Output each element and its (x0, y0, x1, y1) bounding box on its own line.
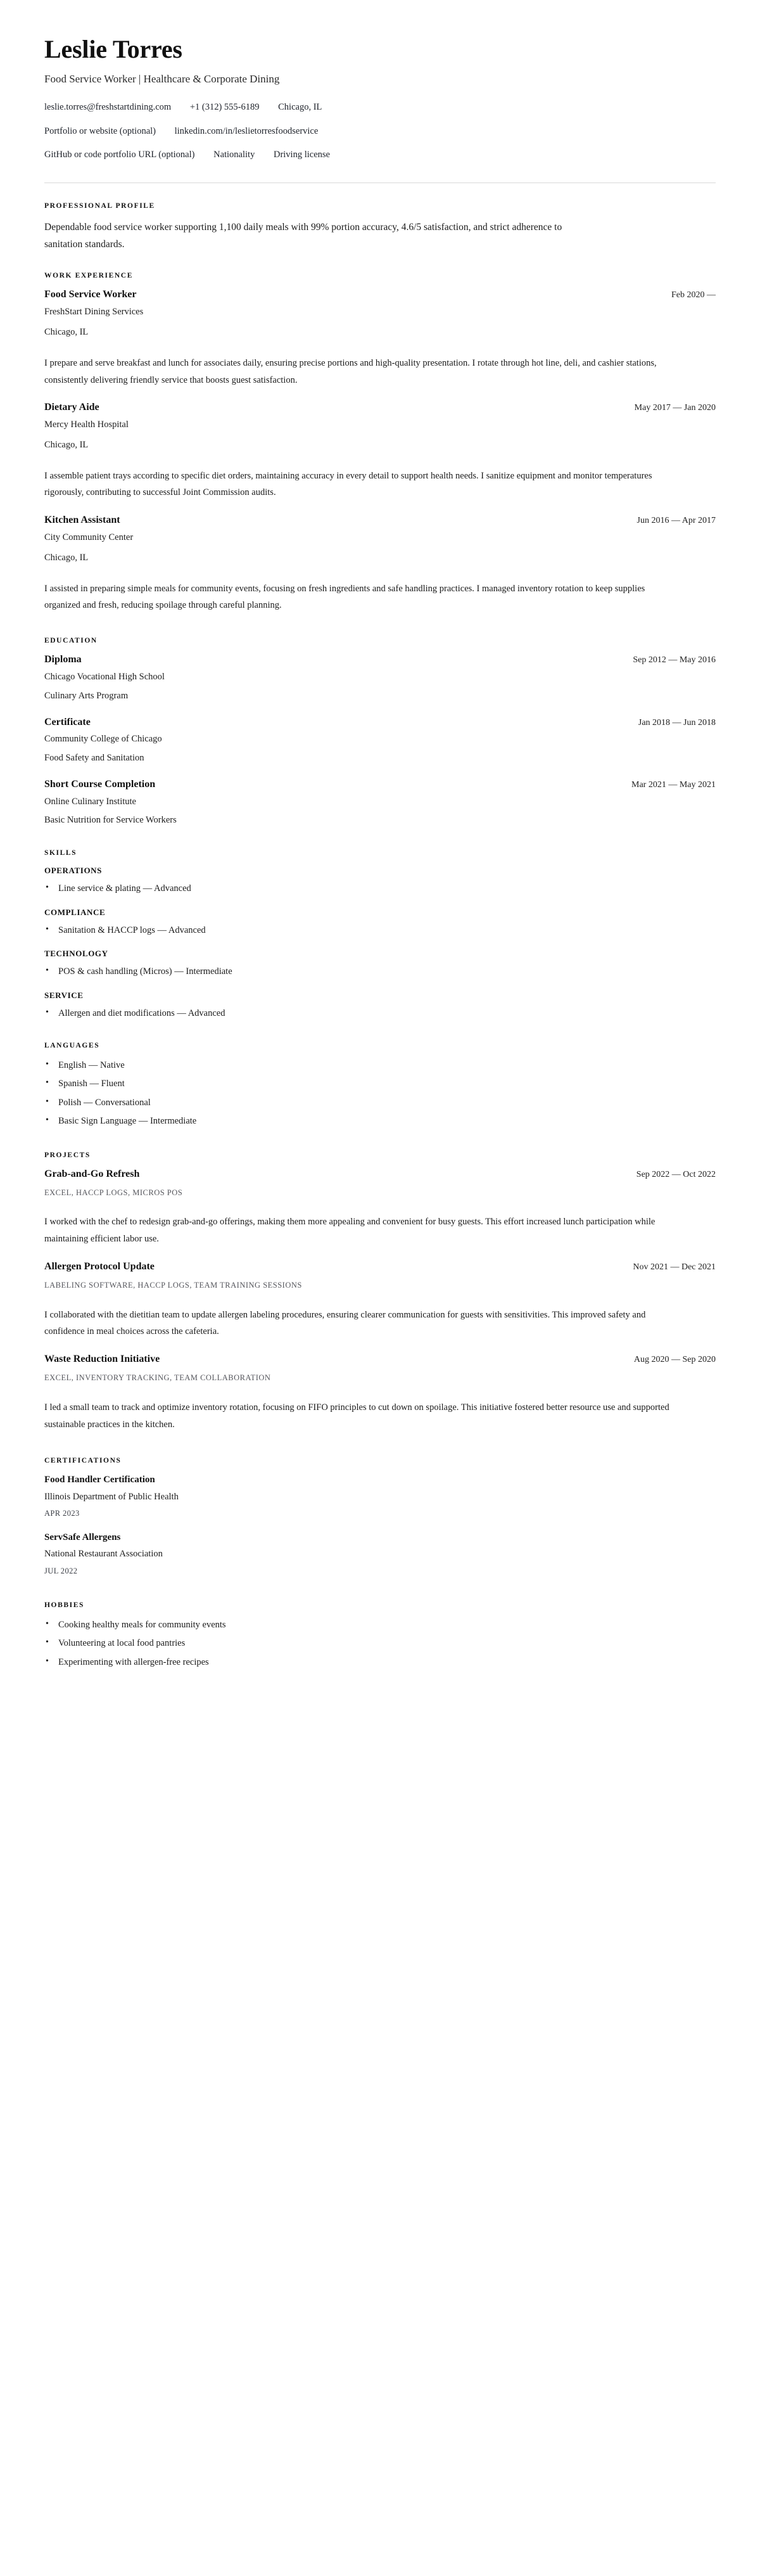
project-entry-header (44, 1260, 716, 1274)
education-program: Food Safety and Sanitation (44, 753, 144, 764)
contact-github[interactable]: GitHub or code portfolio URL (optional) (44, 150, 195, 160)
education-school: Community College of Chicago (44, 734, 162, 745)
work-entry (44, 288, 716, 388)
section-title-languages: LANGUAGES (44, 1041, 100, 1049)
skill-item: • Allergen and diet modifications — Advanced (44, 1006, 716, 1020)
certification-name: ServSafe Allergens (44, 1532, 121, 1543)
work-organization: FreshStart Dining Services (44, 307, 144, 317)
work-organization: Mercy Health Hospital (44, 420, 129, 430)
project-description: I led a small team to track and optimize inventory rotation, focusing on FIFO principles to cut down on spoilage. This initiative fostered better resource use and supported sustainable practices in the kitchen. (44, 1402, 669, 1430)
skill-item: • POS & cash handling (Micros) — Intermediate (44, 964, 716, 978)
education-school: Online Culinary Institute (44, 796, 136, 807)
certification-entry (44, 1473, 716, 1520)
certification-date: JUL 2022 (44, 1567, 78, 1576)
profile-summary: Dependable food service worker supporting 1,100 daily meals with 99% portion accuracy, 4.6/5 satisfaction, and strict adherence to sanitation standards. (44, 222, 562, 250)
contact-phone[interactable]: +1 (312) 555-6189 (189, 101, 260, 112)
section-title-projects: PROJECTS (44, 1151, 91, 1159)
candidate-name: Leslie Torres (44, 35, 182, 63)
education-entry (44, 778, 716, 828)
education-entry-header (44, 716, 716, 729)
hobby-list (44, 1618, 716, 1669)
section-work-experience (44, 272, 716, 614)
contact-row-links (44, 125, 716, 139)
project-name: Allergen Protocol Update (44, 1261, 155, 1272)
skill-group-service (44, 990, 716, 1020)
education-entry (44, 716, 716, 766)
language-item: • English — Native (44, 1058, 716, 1072)
work-description: I assisted in preparing simple meals for community events, focusing on fresh ingredients and safe handling practices. I managed inventory rotation to keep supplies organized and fresh, reducing spoilage through careful planning. (44, 583, 645, 611)
section-title-profile: PROFESSIONAL PROFILE (44, 202, 155, 210)
skill-group-operations (44, 866, 716, 895)
language-item: • Basic Sign Language — Intermediate (44, 1114, 716, 1128)
contact-email[interactable]: leslie.torres@freshstartdining.com (44, 101, 172, 112)
contact-driving-license: Driving license (273, 150, 330, 160)
project-entry (44, 1260, 716, 1340)
skill-group-compliance (44, 907, 716, 937)
education-entry (44, 653, 716, 703)
project-date: Sep 2022 — Oct 2022 (636, 1169, 716, 1179)
section-certifications (44, 1457, 716, 1577)
work-description: I assemble patient trays according to specific diet orders, maintaining accuracy in every detail to support health needs. I sanitize equipment and monitor temperatures rigorously, contributing to successful Joint Commission audits. (44, 470, 652, 498)
project-entry-header (44, 1168, 716, 1181)
skill-item: • Sanitation & HACCP logs — Advanced (44, 923, 716, 937)
section-languages (44, 1042, 716, 1129)
contact-nationality: Nationality (213, 150, 255, 160)
section-education (44, 637, 716, 828)
work-date: Feb 2020 — (671, 290, 716, 300)
work-role: Dietary Aide (44, 402, 99, 413)
education-school: Chicago Vocational High School (44, 672, 165, 682)
certification-name: Food Handler Certification (44, 1475, 155, 1485)
work-entry-header (44, 514, 716, 527)
skill-list (44, 923, 716, 937)
skill-list (44, 881, 716, 895)
contact-linkedin[interactable]: linkedin.com/in/leslietorresfoodservice (174, 125, 319, 136)
section-professional-profile (44, 202, 716, 253)
skill-group-label: OPERATIONS (44, 866, 102, 876)
certification-issuer: Illinois Department of Public Health (44, 1491, 179, 1502)
project-entry (44, 1353, 716, 1433)
education-date: Sep 2012 — May 2016 (633, 655, 716, 665)
contact-row-extra (44, 148, 716, 162)
certification-issuer: National Restaurant Association (44, 1549, 163, 1560)
skill-group-label: SERVICE (44, 990, 84, 1000)
certification-entry (44, 1531, 716, 1577)
candidate-tagline: Food Service Worker | Healthcare & Corporate Dining (44, 73, 280, 85)
section-projects (44, 1151, 716, 1433)
project-tags: EXCEL, HACCP LOGS, MICROS POS (44, 1188, 183, 1197)
education-entry-header (44, 653, 716, 667)
project-tags: LABELING SOFTWARE, HACCP LOGS, TEAM TRAINING SESSIONS (44, 1280, 302, 1290)
hobby-item: • Experimenting with allergen-free recipes (44, 1655, 716, 1669)
project-date: Aug 2020 — Sep 2020 (633, 1355, 716, 1365)
language-item: • Spanish — Fluent (44, 1077, 716, 1091)
project-tags: EXCEL, INVENTORY TRACKING, TEAM COLLABORATION (44, 1373, 271, 1382)
work-date: Jun 2016 — Apr 2017 (636, 516, 716, 526)
section-title-work: WORK EXPERIENCE (44, 272, 133, 280)
project-description: I collaborated with the dietitian team to update allergen labeling procedures, ensuring clearer communication for guests with sensitivities. This improved safety and confidence in meal choices across the cafeteria. (44, 1309, 646, 1337)
project-name: Waste Reduction Initiative (44, 1354, 160, 1365)
skill-group-label: TECHNOLOGY (44, 949, 108, 959)
hobby-item: • Volunteering at local food pantries (44, 1636, 716, 1650)
language-list (44, 1058, 716, 1129)
section-title-skills: SKILLS (44, 849, 77, 857)
work-role: Food Service Worker (44, 289, 137, 300)
project-date: Nov 2021 — Dec 2021 (633, 1262, 716, 1272)
section-skills (44, 849, 716, 1020)
work-organization: City Community Center (44, 532, 134, 543)
section-title-education: EDUCATION (44, 637, 98, 645)
skill-list (44, 1006, 716, 1020)
project-name: Grab-and-Go Refresh (44, 1168, 140, 1179)
work-entry-header (44, 288, 716, 302)
work-location: Chicago, IL (44, 552, 89, 563)
contact-portfolio[interactable]: Portfolio or website (optional) (44, 125, 156, 136)
work-entry (44, 514, 716, 614)
skill-group-label: COMPLIANCE (44, 907, 106, 917)
certification-date: APR 2023 (44, 1509, 80, 1518)
work-location: Chicago, IL (44, 439, 89, 450)
project-entry (44, 1168, 716, 1248)
hobby-item: • Cooking healthy meals for community events (44, 1618, 716, 1632)
work-entry (44, 401, 716, 501)
education-program: Culinary Arts Program (44, 690, 129, 701)
section-title-hobbies: HOBBIES (44, 1601, 84, 1609)
education-degree: Short Course Completion (44, 778, 156, 790)
resume-header (44, 35, 716, 183)
project-description: I worked with the chef to redesign grab-and-go offerings, making them more appealing and convenient for busy guests. This effort increased lunch participation while maintaining efficient labor use. (44, 1217, 656, 1245)
education-date: Mar 2021 — May 2021 (631, 779, 716, 790)
work-role: Kitchen Assistant (44, 515, 120, 526)
contact-location: Chicago, IL (278, 101, 322, 112)
education-degree: Certificate (44, 716, 91, 727)
work-description: I prepare and serve breakfast and lunch for associates daily, ensuring precise portions and high-quality presentation. I rotate through hot line, deli, and cashier stations, consistently delivering friendly service that boosts guest satisfaction. (44, 357, 657, 385)
education-program: Basic Nutrition for Service Workers (44, 815, 177, 826)
skill-group-technology (44, 949, 716, 978)
section-title-certifications: CERTIFICATIONS (44, 1457, 122, 1465)
section-hobbies (44, 1601, 716, 1669)
education-date: Jan 2018 — Jun 2018 (638, 717, 716, 727)
skill-list (44, 964, 716, 978)
project-entry-header (44, 1353, 716, 1366)
education-degree: Diploma (44, 654, 82, 665)
work-entry-header (44, 401, 716, 414)
work-location: Chicago, IL (44, 326, 89, 337)
skill-item: • Line service & plating — Advanced (44, 881, 716, 895)
language-item: • Polish — Conversational (44, 1096, 716, 1110)
education-entry-header (44, 778, 716, 791)
work-date: May 2017 — Jan 2020 (634, 403, 716, 413)
contact-row-primary (44, 101, 716, 115)
